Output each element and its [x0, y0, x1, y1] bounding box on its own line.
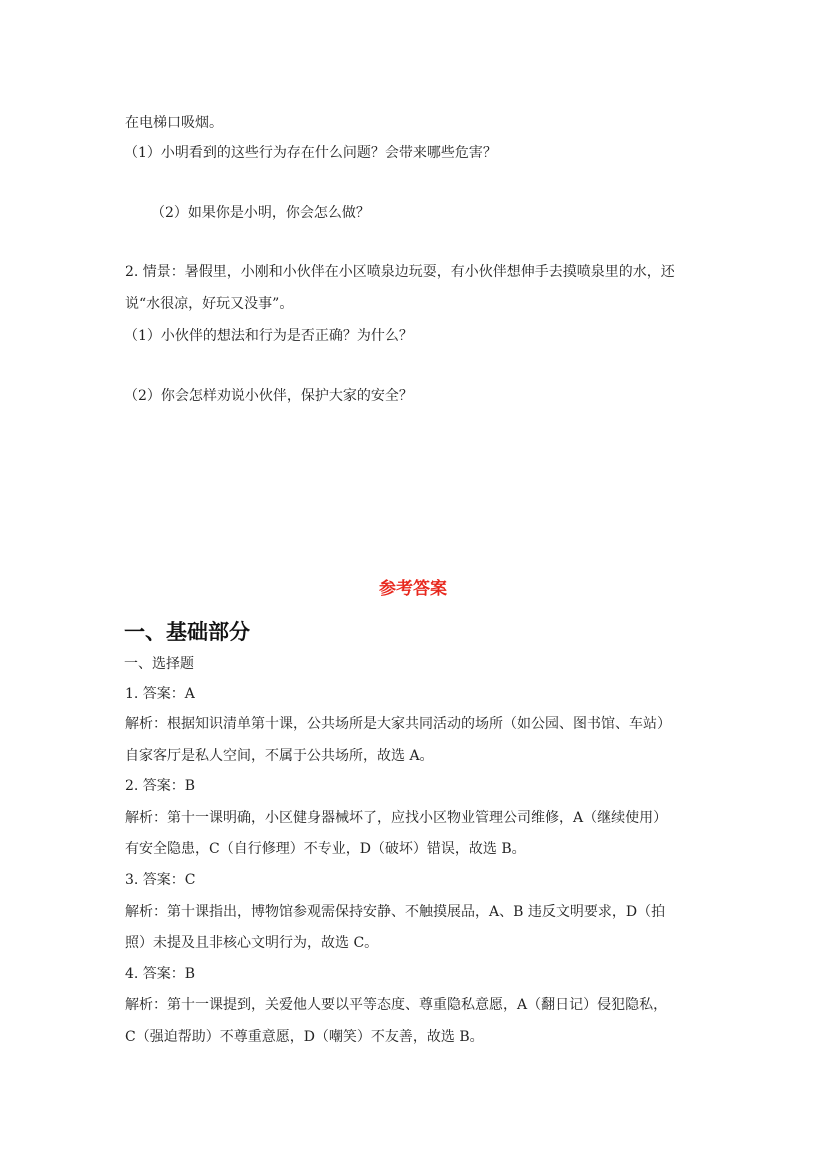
analysis-1-line-2: 自家客厅是私人空间，不属于公共场所，故选 A。	[125, 748, 434, 764]
question-1-tail: 在电梯口吸烟。	[125, 115, 223, 131]
analysis-2-line-1: 解析：第十一课明确，小区健身器械坏了，应找小区物业管理公司维修，A（继续使用）	[125, 810, 668, 826]
section-heading: 一、基础部分	[124, 620, 250, 644]
question-2-line-2: 说“水很凉，好玩又没事”。	[125, 296, 294, 312]
analysis-1-line-1: 解析：根据知识清单第十课，公共场所是大家共同活动的场所（如公园、图书馆、车站）	[125, 716, 671, 732]
analysis-4-line-1: 解析：第十一课提到，关爱他人要以平等态度、尊重隐私意愿，A（翻日记）侵犯隐私，	[125, 997, 668, 1013]
answer-1: 1. 答案：A	[125, 686, 195, 702]
question-1-sub-2: （2）如果你是小明，你会怎么做？	[151, 205, 370, 221]
answer-4: 4. 答案：B	[125, 966, 196, 982]
answer-2: 2. 答案：B	[125, 778, 196, 794]
analysis-2-line-2: 有安全隐患，C（自行修理）不专业，D（破坏）错误，故选 B。	[125, 841, 526, 857]
subsection-heading: 一、选择题	[124, 656, 194, 672]
answer-3: 3. 答案：C	[125, 872, 196, 888]
question-1-sub-1: （1）小明看到的这些行为存在什么问题？会带来哪些危害？	[124, 145, 497, 161]
analysis-4-line-2: C（强迫帮助）不尊重意愿，D（嘲笑）不友善，故选 B。	[125, 1029, 484, 1045]
answers-title: 参考答案	[379, 579, 447, 599]
question-2-line-1: 2. 情景：暑假里，小刚和小伙伴在小区喷泉边玩耍，有小伙伴想伸手去摸喷泉里的水，还	[125, 264, 675, 280]
question-2-sub-2: （2）你会怎样劝说小伙伴，保护大家的安全？	[124, 388, 413, 404]
analysis-3-line-2: 照）未提及且非核心文明行为，故选 C。	[125, 935, 379, 951]
question-2-sub-1: （1）小伙伴的想法和行为是否正确？为什么？	[124, 328, 413, 344]
analysis-3-line-1: 解析：第十课指出，博物馆参观需保持安静、不触摸展品，A、B 违反文明要求，D（拍	[125, 904, 666, 920]
